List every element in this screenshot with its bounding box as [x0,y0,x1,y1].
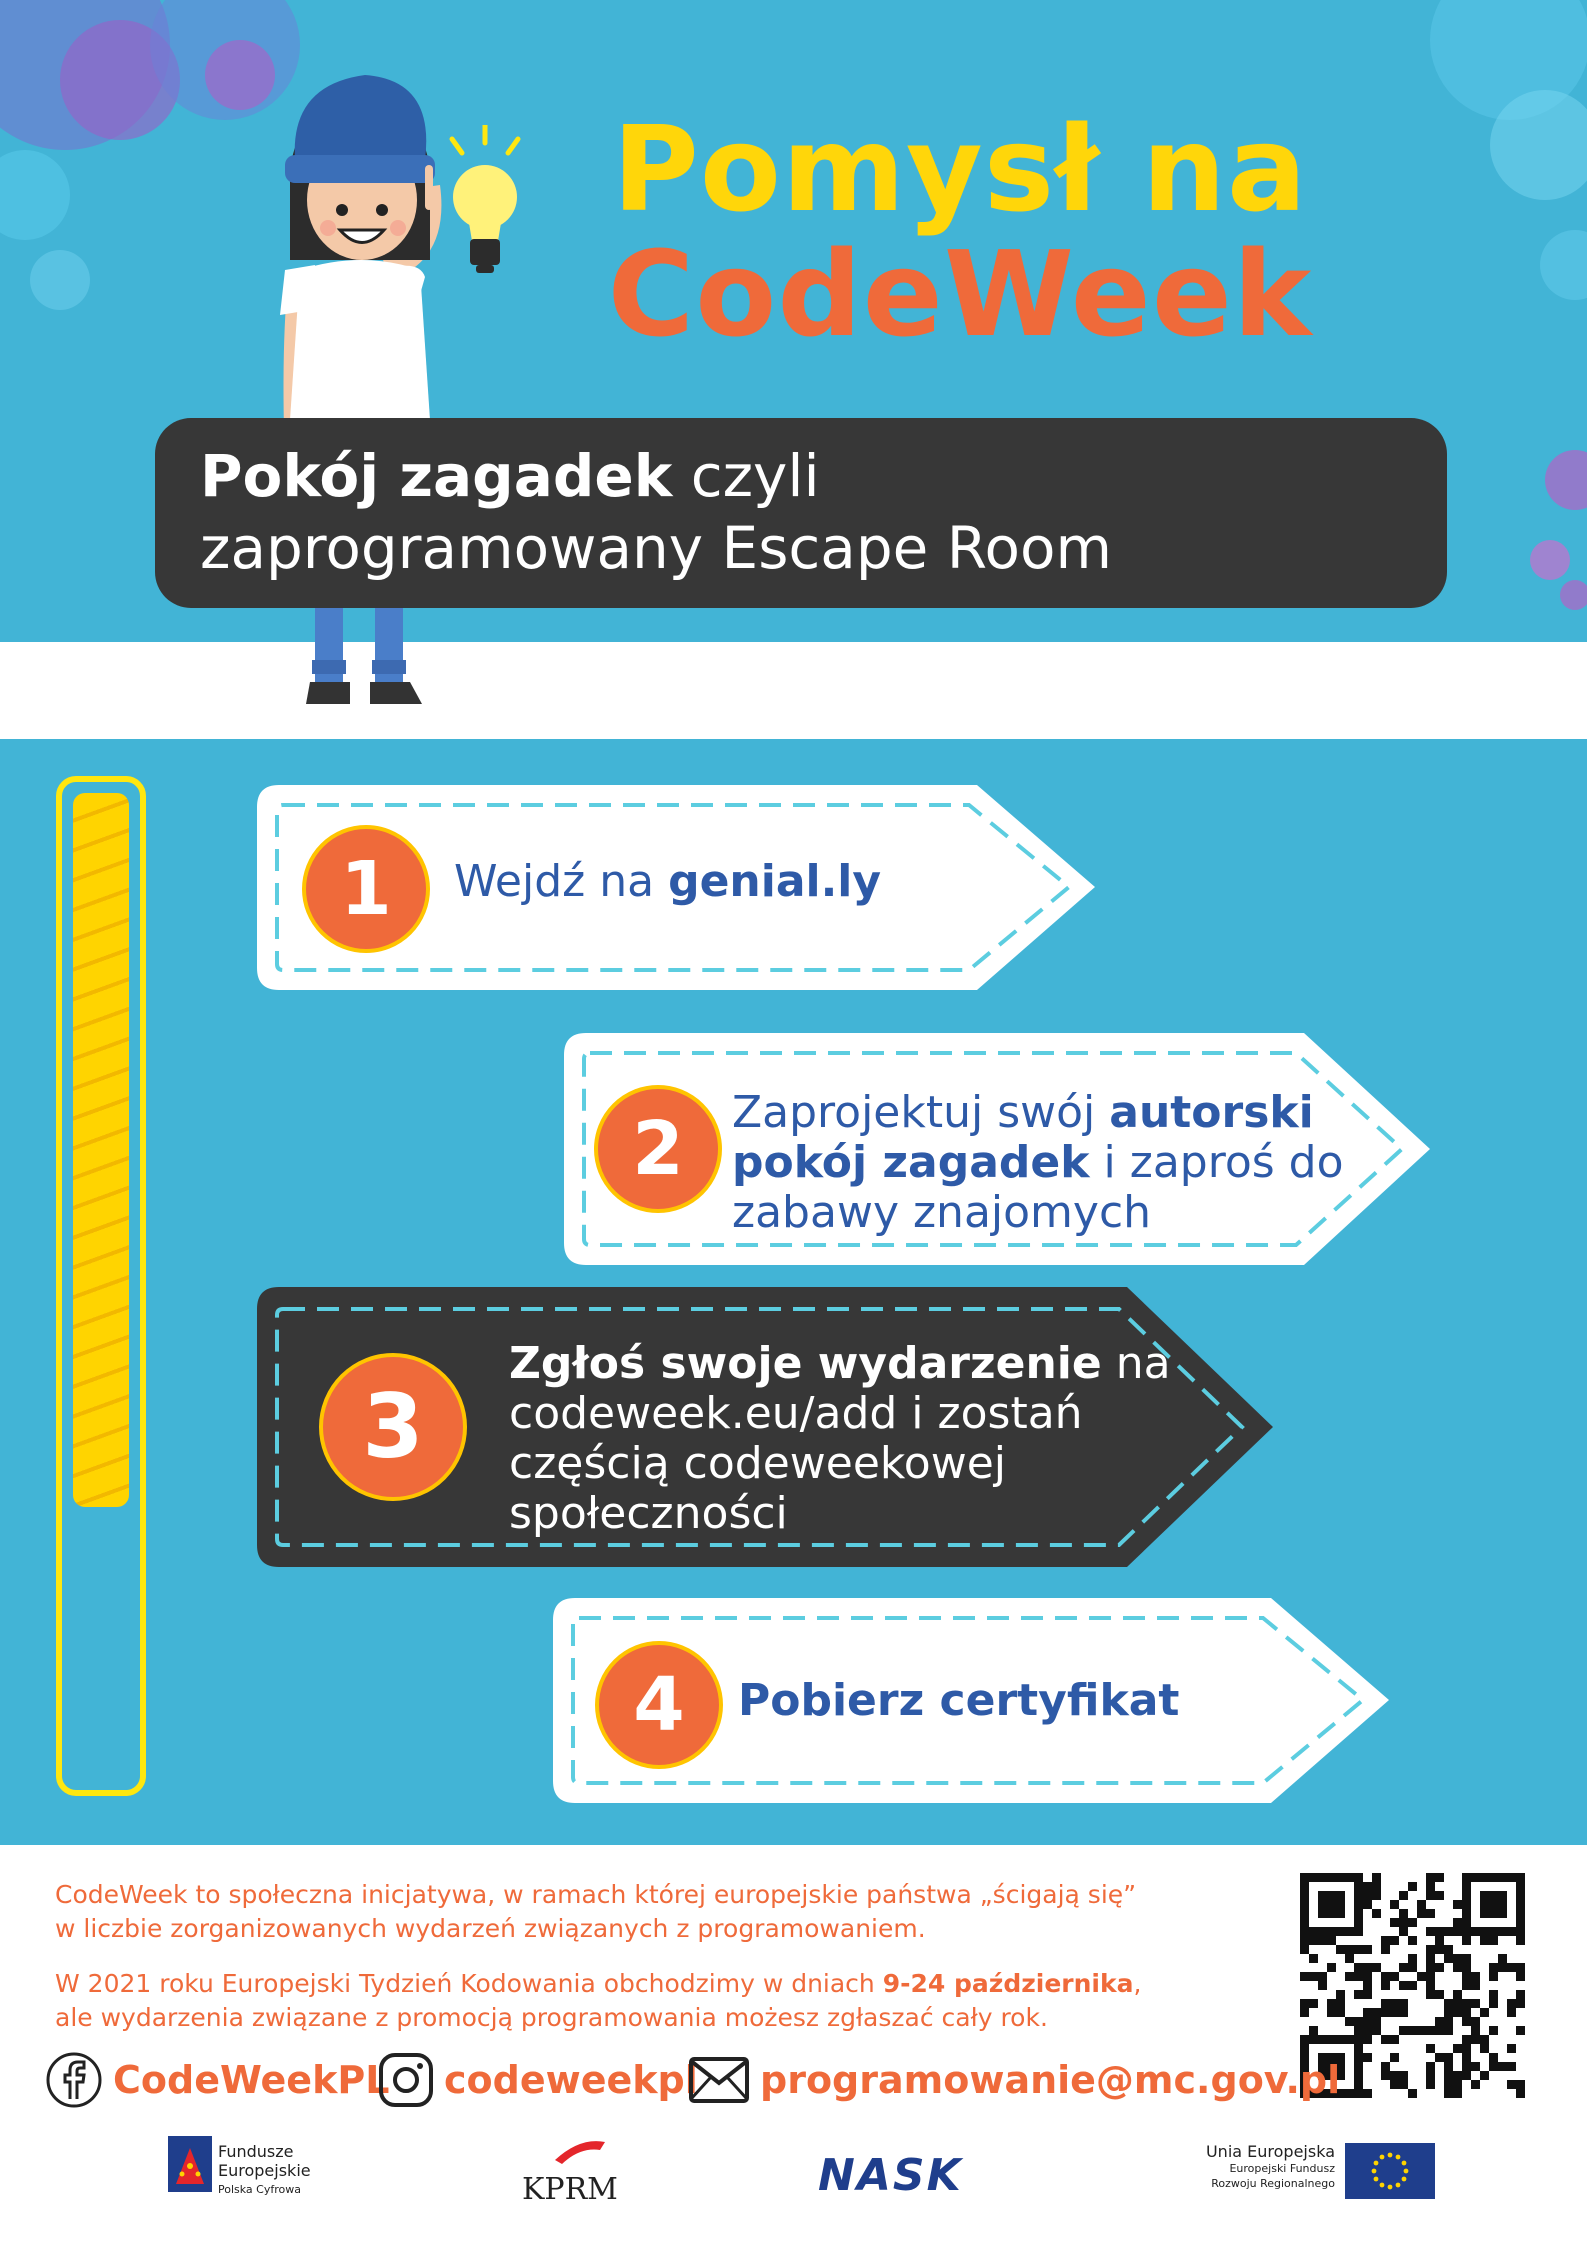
email-address[interactable]: programowanie@mc.gov.pl [760,2058,1341,2102]
step-2-text-d: i zaproś do [1089,1137,1344,1188]
email-link[interactable] [688,2048,1340,2112]
step-2-card [564,1033,1432,1265]
fe-line2: Europejskie [218,2161,311,2180]
step-1-card [257,785,1097,990]
step-4-number: 4 [595,1641,723,1769]
decor-bubble [1490,90,1587,200]
ue-line2: Europejski Fundusz [1229,2162,1335,2175]
fundusze-europejskie-text [218,2142,311,2199]
decor-bubble [0,150,70,240]
fundusze-europejskie-logo-icon [168,2136,212,2192]
ue-line3: Rozwoju Regionalnego [1211,2177,1335,2190]
info-p2-a: W 2021 roku Europejski Tydzień Kodowania obchodzimy w dniach [55,1969,883,1998]
step-3-text-a: Zgłoś swoje wydarzenie [509,1338,1102,1389]
step-3-number: 3 [319,1353,467,1501]
page-title-line2: CodeWeek [607,225,1313,363]
fe-line1: Fundusze [218,2142,294,2161]
decor-bubble [1530,540,1570,580]
step-3-text [509,1339,1209,1539]
kprm-logo: KPRM [522,2172,618,2207]
decor-bubble [1545,450,1587,510]
subtitle-bold: Pokój zagadek [200,442,673,510]
step-2-text-e: zabawy znajomych [732,1187,1152,1238]
lightbulb-icon [440,125,530,275]
step-1-number: 1 [302,825,430,953]
fe-line3: Polska Cyfrowa [218,2183,301,2196]
subtitle-line2: zaprogramowany Escape Room [200,514,1112,582]
info-p1-line2: w liczbie zorganizowanych wydarzeń związanych z programowaniem. [55,1914,926,1943]
info-p1-line1: CodeWeek to społeczna inicjatywa, w ramach której europejskie państwa „ścigają się” [55,1880,1137,1909]
facebook-link[interactable] [45,2048,389,2112]
step-2-text [732,1088,1392,1238]
kprm-flag-icon [550,2132,610,2172]
step-2-text-a: Zaprojektuj swój [732,1087,1110,1138]
decor-bubble [1540,230,1587,300]
info-paragraph-2 [55,1967,1285,2035]
nask-logo: NASK [818,2150,963,2201]
step-2-number: 2 [594,1085,722,1213]
step-2-text-b: autorski [1109,1087,1314,1138]
step-2-text-c: pokój zagadek [732,1137,1090,1188]
instagram-handle[interactable]: codeweekpl [444,2058,698,2102]
progress-bar-fill [73,793,129,1507]
subtitle [200,440,1430,584]
info-paragraph-1 [55,1878,1285,1946]
step-3-card [257,1287,1275,1567]
facebook-icon [45,2051,103,2109]
step-3-text-d: częścią codeweekowej [509,1438,1006,1489]
step-1-text [454,857,881,907]
instagram-link[interactable] [378,2048,698,2112]
facebook-handle[interactable]: CodeWeekPL [113,2058,390,2102]
step-3-text-e: społeczności [509,1488,788,1539]
step-3-text-c: codeweek.eu/add i zostań [509,1388,1083,1439]
unia-europejska-text [1190,2142,1335,2191]
info-p2-line2: ale wydarzenia związane z promocją programowania możesz zgłaszać cały rok. [55,2003,1048,2032]
email-icon [688,2056,750,2104]
decor-bubble [1560,580,1587,610]
white-strip [0,642,1587,739]
info-p2-c: , [1133,1969,1142,1998]
subtitle-rest: czyli [672,442,820,510]
step-3-text-b: na [1101,1338,1171,1389]
step-4-text: Pobierz certyfikat [738,1675,1180,1726]
decor-bubble [30,250,90,310]
eu-flag-icon [1345,2143,1435,2199]
page-title-line1: Pomysł na [612,100,1308,238]
instagram-icon [378,2052,434,2108]
step-1-text-a: Wejdź na [454,856,669,907]
step-4-card [553,1598,1391,1803]
ue-line1: Unia Europejska [1205,2142,1335,2161]
step-1-text-b: genial.ly [668,856,882,907]
info-p2-dates: 9-24 października [882,1969,1134,1998]
